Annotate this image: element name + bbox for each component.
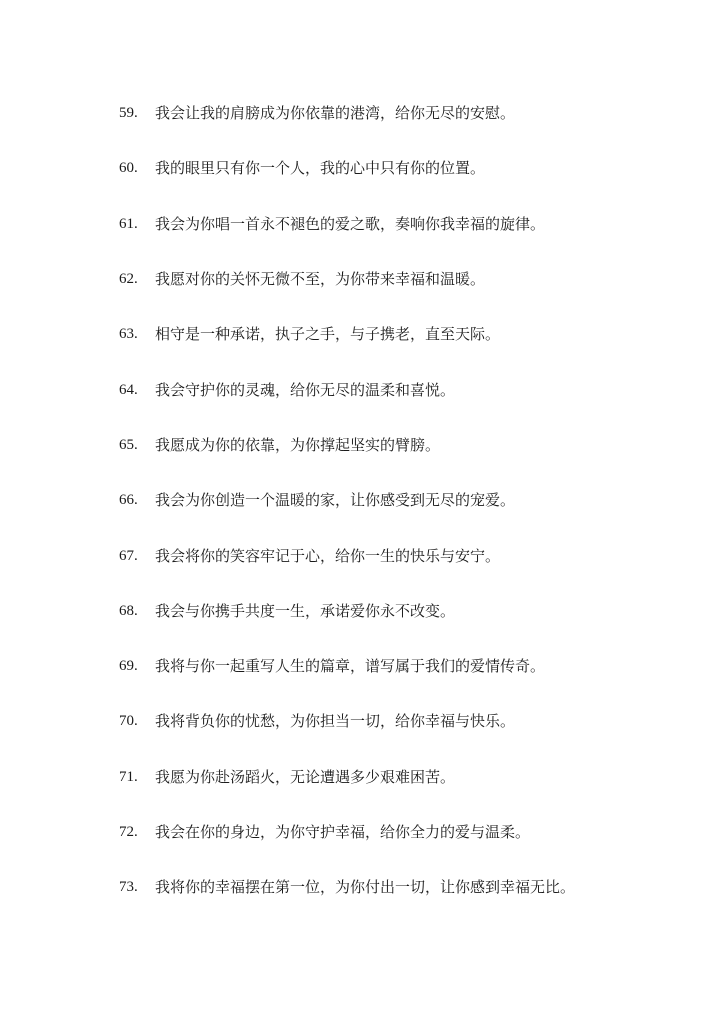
line-text: 我愿对你的关怀无微不至，为你带来幸福和温暖。 — [155, 270, 486, 289]
line-text: 我会让我的肩膀成为你依靠的港湾，给你无尽的安慰。 — [155, 104, 516, 123]
line-number: 73. — [119, 879, 138, 896]
line-text: 我将与你一起重写人生的篇章，谱写属于我们的爱情传奇。 — [155, 657, 546, 676]
list-item — [119, 418, 575, 473]
line-text: 相守是一种承诺，执子之手，与子携老，直至天际。 — [155, 325, 501, 344]
line-text: 我将背负你的忧愁，为你担当一切，给你幸福与快乐。 — [155, 712, 516, 731]
line-number: 68. — [119, 602, 138, 619]
list-item — [119, 473, 575, 528]
list-item — [119, 750, 575, 805]
list-item — [119, 197, 575, 252]
line-number: 70. — [119, 713, 138, 730]
line-number: 59. — [119, 105, 138, 122]
list-item — [119, 86, 575, 141]
list-item — [119, 805, 575, 860]
line-number: 66. — [119, 492, 138, 509]
line-text: 我会为你创造一个温暖的家，让你感受到无尽的宠爱。 — [155, 491, 516, 510]
list-item — [119, 307, 575, 362]
list-item — [119, 584, 575, 639]
line-number: 67. — [119, 547, 138, 564]
line-number: 60. — [119, 160, 138, 177]
list-item — [119, 252, 575, 307]
line-text: 我会在你的身边，为你守护幸福，给你全力的爱与温柔。 — [155, 823, 531, 841]
list-item — [119, 694, 575, 749]
line-text: 我会为你唱一首永不褪色的爱之歌，奏响你我幸福的旋律。 — [155, 214, 546, 233]
line-text: 我将你的幸福摆在第一位，为你付出一切，让你感到幸福无比。 — [155, 878, 576, 897]
line-number: 61. — [119, 215, 138, 232]
list-item — [119, 528, 575, 583]
line-text: 我会守护你的灵魂，给你无尽的温柔和喜悦。 — [155, 380, 456, 399]
line-number: 69. — [119, 658, 138, 675]
line-text: 我愿成为你的依靠，为你撑起坚实的臂膀。 — [155, 435, 441, 454]
line-number: 71. — [119, 768, 138, 785]
list-item — [119, 141, 575, 196]
line-number: 72. — [119, 824, 138, 840]
line-text: 我会将你的笑容牢记于心，给你一生的快乐与安宁。 — [155, 546, 501, 565]
list-item — [119, 639, 575, 694]
line-number: 62. — [119, 271, 138, 288]
list-item — [119, 362, 575, 417]
numbered-line-list — [119, 86, 575, 915]
line-text: 我愿为你赴汤蹈火，无论遭遇多少艰难困苦。 — [155, 767, 456, 786]
line-text: 我会与你携手共度一生，承诺爱你永不改变。 — [155, 601, 456, 620]
line-text: 我的眼里只有你一个人，我的心中只有你的位置。 — [155, 159, 486, 178]
line-number: 65. — [119, 436, 138, 453]
list-item — [119, 860, 575, 915]
line-number: 64. — [119, 381, 138, 398]
line-number: 63. — [119, 326, 138, 343]
